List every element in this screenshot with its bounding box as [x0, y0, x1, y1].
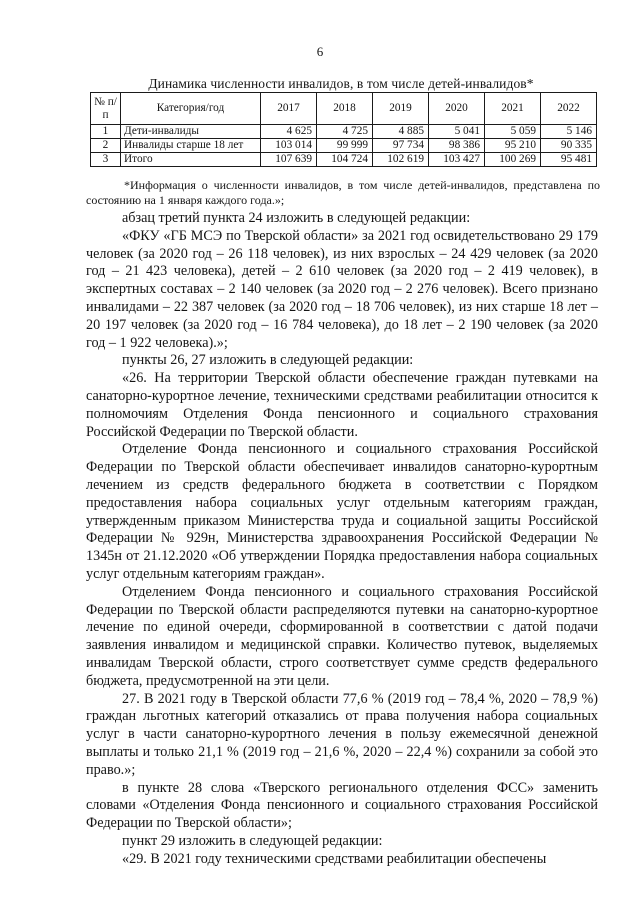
table-header-row — [91, 93, 597, 125]
paragraph: «ФКУ «ГБ МСЭ по Тверской области» за 2021 год освидетельствовано 29 179 человек (за 2020 год – 26 118 человек), из них взрослых – 24 429 человек (за 2020 год – 21 423 человека), детей – 2 610 человек (за 2020 год – 2 419 человек), в экспертных составах – 2 140 человек (за 2020 год – 2 276 человек). Всего признано инвалидами – 22 387 человек (за 2020 год – 18 706 человек), из них старше 18 лет – 20 197 человек (за 2020 год – 16 784 человека), до 18 лет – 2 190 человек (за 2020 год – 1 922 человека).»; — [86, 227, 598, 351]
table-cell: 97 734 — [373, 139, 429, 153]
table-cell: 5 059 — [485, 125, 541, 139]
table-cell: 4 725 — [317, 125, 373, 139]
table-cell: 100 269 — [485, 153, 541, 167]
paragraph: абзац третий пункта 24 изложить в следующей редакции: — [122, 210, 471, 226]
paragraph: пункты 26, 27 изложить в следующей редакции: — [122, 352, 414, 369]
paragraph: «26. На территории Тверской области обеспечение граждан путевками на санаторно-курортное лечение, техническими средствами реабилитации относится к полномочиям Отделения Фонда пенсионного и социального страхования Российской Федерации по Тверской области. — [86, 370, 598, 440]
row-category: Дети-инвалиды — [121, 125, 261, 139]
table-cell: 104 724 — [317, 153, 373, 167]
row-number: 1 — [91, 125, 121, 139]
row-number: 3 — [91, 153, 121, 167]
table-cell: 102 619 — [373, 153, 429, 167]
document-body — [86, 210, 598, 868]
paragraph: Отделением Фонда пенсионного и социального страхования Российской Федерации по Тверской области распределяются путевки на санаторно-курортное лечение по единой очереди, сформированной в соответствии с датой подачи заявления инвалидом и медицинской справки. Количество путевок, выделяемых инвалидам Тверской области, строго соответствует сумме средств федерального бюджета, предусмотренной на эти цели. — [86, 583, 598, 689]
table-cell: 5 041 — [429, 125, 485, 139]
column-header-number: № п/п — [91, 93, 121, 125]
table-row — [91, 125, 597, 139]
column-header-year: 2019 — [373, 93, 429, 125]
table-cell: 95 481 — [541, 153, 597, 167]
page-number: 6 — [316, 44, 324, 59]
table-cell: 90 335 — [541, 139, 597, 153]
column-header-year: 2018 — [317, 93, 373, 125]
table-title: Динамика численности инвалидов, в том числе детей-инвалидов* — [148, 76, 534, 91]
table-cell: 98 386 — [429, 139, 485, 153]
table-cell: 103 427 — [429, 153, 485, 167]
paragraph: в пункте 28 слова «Тверского регионального отделения ФСС» заменить словами «Отделения Фонда пенсионного и социального страхования Российской Федерации по Тверской области»; — [86, 779, 598, 832]
disability-statistics-table — [90, 92, 597, 167]
table-cell: 107 639 — [261, 153, 317, 167]
table-cell: 4 625 — [261, 125, 317, 139]
column-header-year: 2022 — [541, 93, 597, 125]
paragraph: пункт 29 изложить в следующей редакции: — [122, 832, 383, 849]
table-footnote: *Информация о численности инвалидов, в том числе детей-инвалидов, представлена по состоянию на 1 января каждого года.»; — [86, 178, 600, 207]
column-header-year: 2017 — [261, 93, 317, 125]
table-row — [91, 139, 597, 153]
table-cell: 95 210 — [485, 139, 541, 153]
table-row — [91, 153, 597, 167]
row-number: 2 — [91, 139, 121, 153]
paragraph: Отделение Фонда пенсионного и социального страхования Российской Федерации по Тверской области обеспечивает инвалидов санаторно-курортным лечением из средств федерального бюджета в соответствии с Порядком предоставления набора социальных услуг отдельным категориям граждан, утвержденным приказом Министерства труда и социальной защиты Российской Федерации № 929н, Министерства здравоохранения Российской Федерации № 1345н от 21.12.2020 «Об утверждении Порядка предоставления набора социальных услуг отдельным категориям граждан». — [86, 441, 598, 582]
table-cell: 103 014 — [261, 139, 317, 153]
column-header-year: 2020 — [429, 93, 485, 125]
paragraph: «29. В 2021 году техническими средствами реабилитации обеспечены — [122, 850, 547, 867]
column-header-category: Категория/год — [121, 93, 261, 125]
table-cell: 5 146 — [541, 125, 597, 139]
paragraph: 27. В 2021 году в Тверской области 77,6 % (2019 год – 78,4 %, 2020 – 78,9 %) граждан льготных категорий отказались от права получения набора социальных услуг в части санаторно-курортного лечения в пользу ежемесячной денежной выплаты и только 21,1 % (2019 год – 21,6 %, 2020 – 22,4 %) сохранили за собой это право.»; — [86, 690, 598, 778]
table-cell: 99 999 — [317, 139, 373, 153]
row-category: Итого — [121, 153, 261, 167]
row-category: Инвалиды старше 18 лет — [121, 139, 261, 153]
column-header-year: 2021 — [485, 93, 541, 125]
table-cell: 4 885 — [373, 125, 429, 139]
